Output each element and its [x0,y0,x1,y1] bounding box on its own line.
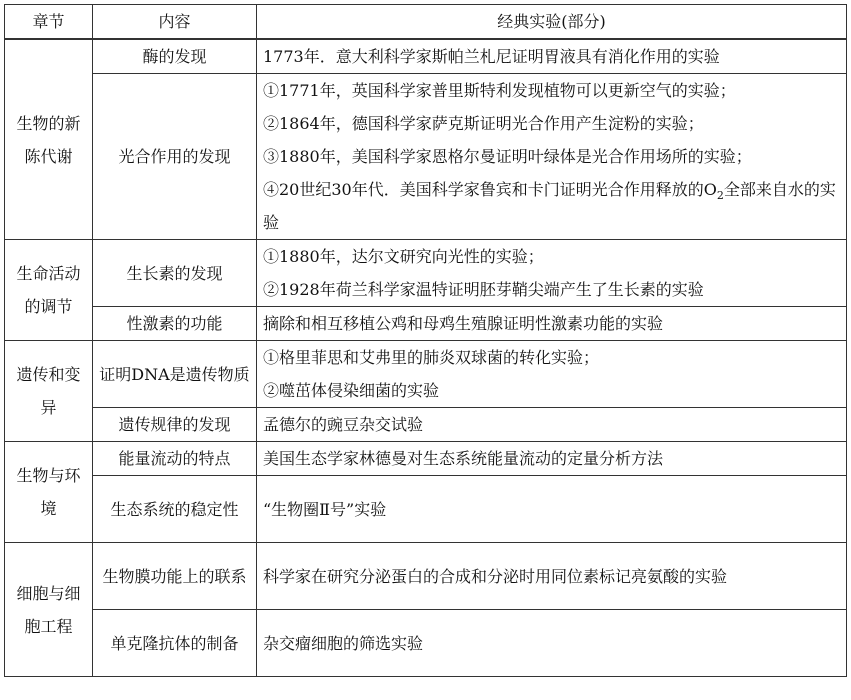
detail-cell [257,74,847,240]
detail-line: ②1864年，德国科学家萨克斯证明光合作用产生淀粉的实验； [263,114,704,133]
chapter-cell: 生命活动的调节 [5,240,93,341]
header-row [5,5,847,40]
detail-line: 孟德尔的豌豆杂交试验 [263,415,424,434]
topic-cell: 光合作用的发现 [93,74,257,240]
detail-line: ②1928年荷兰科学家温特证明胚芽鞘尖端产生了生长素的实验 [263,280,704,299]
topic-cell: 生态系统的稳定性 [93,476,257,543]
topic-cell: 生长素的发现 [93,240,257,307]
table-row [5,341,847,408]
detail-cell [257,307,847,341]
table-row [5,543,847,610]
chapter-cell: 遗传和变异 [5,341,93,442]
detail-line: ④20世纪30年代．美国科学家鲁宾和卡门证明光合作用释放的$O_2$全部来自水的实验 [263,180,836,232]
detail-cell [257,543,847,610]
table-row [5,240,847,307]
table-row [5,610,847,677]
detail-line: 美国生态学家林德曼对生态系统能量流动的定量分析方法 [263,449,664,468]
detail-cell [257,442,847,476]
detail-line: ①1771年，英国科学家普里斯特利发现植物可以更新空气的实验； [263,81,736,100]
topic-cell: 酶的发现 [93,39,257,74]
detail-line: ①1880年，达尔文研究向光性的实验； [263,247,544,266]
detail-line: 科学家在研究分泌蛋白的合成和分泌时用同位素标记亮氨酸的实验 [263,566,728,586]
detail-line: 杂交瘤细胞的筛选实验 [263,633,424,653]
topic-cell: 遗传规律的发现 [93,408,257,442]
topic-cell: 单克隆抗体的制备 [93,610,257,677]
detail-cell [257,39,847,74]
experiments-table [4,4,847,677]
detail-cell [257,341,847,408]
header-experiments: 经典实验(部分) [257,5,847,40]
detail-cell [257,476,847,543]
table-row [5,476,847,543]
table-row [5,442,847,476]
detail-line: “生物圈Ⅱ号”实验 [263,499,387,519]
header-chapter: 章节 [5,5,93,40]
chapter-cell: 细胞与细胞工程 [5,543,93,677]
detail-cell [257,408,847,442]
detail-line: ①格里菲思和艾弗里的肺炎双球菌的转化实验； [263,348,600,367]
table-row [5,74,847,240]
table-row [5,307,847,341]
chapter-cell: 生物的新陈代谢 [5,39,93,240]
table-row [5,408,847,442]
topic-cell: 证明DNA是遗传物质 [93,341,257,408]
header-content: 内容 [93,5,257,40]
detail-line: ②噬茁体侵染细菌的实验 [263,381,440,400]
detail-cell [257,610,847,677]
detail-line: ③1880年，美国科学家恩格尔曼证明叶绿体是光合作用场所的实验； [263,147,752,166]
detail-line: 摘除和相互移植公鸡和母鸡生殖腺证明性激素功能的实验 [263,314,664,333]
topic-cell: 能量流动的特点 [93,442,257,476]
chapter-cell: 生物与环境 [5,442,93,543]
topic-cell: 性激素的功能 [93,307,257,341]
topic-cell: 生物膜功能上的联系 [93,543,257,610]
detail-cell [257,240,847,307]
table-row [5,39,847,74]
detail-line: 1773年．意大利科学家斯帕兰札尼证明胃液具有消化作用的实验 [263,47,720,66]
